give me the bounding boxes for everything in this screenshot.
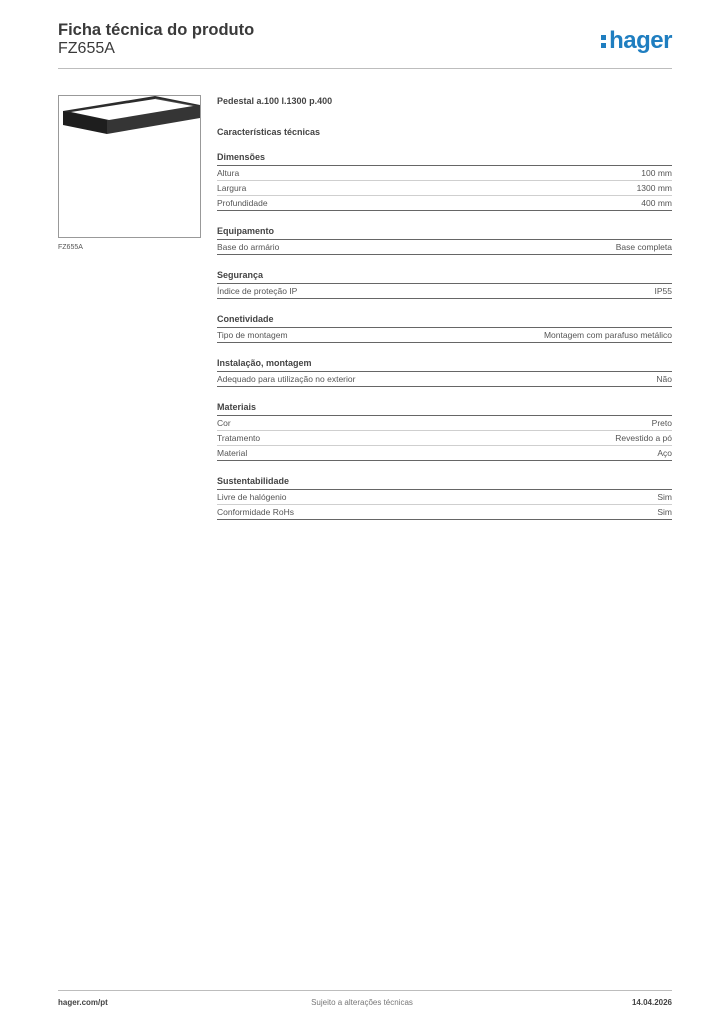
page-title: Ficha técnica do produto <box>58 21 255 39</box>
spec-value: Aço <box>657 448 672 458</box>
spec-section <box>217 358 672 387</box>
hager-logo <box>601 27 672 55</box>
spec-label: Tratamento <box>217 433 261 443</box>
spec-section <box>217 270 672 299</box>
spec-value: Sim <box>657 492 672 502</box>
spec-value: Base completa <box>615 242 672 252</box>
spec-row <box>217 372 672 387</box>
spec-row <box>217 181 672 196</box>
spec-row <box>217 166 672 181</box>
spec-row <box>217 284 672 299</box>
spec-section <box>217 314 672 343</box>
spec-value: Não <box>656 374 672 384</box>
spec-value: Montagem com parafuso metálico <box>543 330 672 340</box>
spec-row <box>217 416 672 431</box>
spec-row <box>217 490 672 505</box>
spec-section <box>217 402 672 461</box>
spec-label: Cor <box>217 418 231 428</box>
spec-value: Revestido a pó <box>615 433 672 443</box>
spec-label: Profundidade <box>217 198 268 208</box>
spec-label: Tipo de montagem <box>217 330 288 340</box>
spec-sections <box>217 152 672 520</box>
section-title: Equipamento <box>217 226 672 240</box>
section-title: Sustentabilidade <box>217 476 672 490</box>
section-title: Materiais <box>217 402 672 416</box>
section-title: Instalação, montagem <box>217 358 672 372</box>
footer-notice: Sujeito a alterações técnicas <box>311 998 413 1007</box>
image-caption: FZ655A <box>58 244 83 251</box>
spec-value: 400 mm <box>641 198 672 208</box>
product-name: Pedestal a.100 l.1300 p.400 <box>217 96 333 106</box>
spec-value: Sim <box>657 507 672 517</box>
spec-label: Livre de halógenio <box>217 492 287 502</box>
spec-label: Adequado para utilização no exterior <box>217 374 356 384</box>
product-image <box>58 95 201 238</box>
spec-label: Base do armário <box>217 242 280 252</box>
spec-label: Largura <box>217 183 247 193</box>
logo-colon-icon <box>601 33 607 49</box>
header-divider <box>58 68 672 69</box>
spec-value: 1300 mm <box>636 183 672 193</box>
section-title: Dimensões <box>217 152 672 166</box>
technical-characteristics-heading: Características técnicas <box>217 127 321 137</box>
spec-row <box>217 196 672 211</box>
spec-value: Preto <box>651 418 672 428</box>
footer-date: 14.04.2026 <box>631 998 672 1007</box>
spec-row <box>217 431 672 446</box>
spec-content <box>217 96 672 520</box>
spec-value: 100 mm <box>641 168 672 178</box>
spec-section <box>217 226 672 255</box>
spec-row <box>217 505 672 520</box>
pedestal-image <box>59 96 200 237</box>
spec-value: IP55 <box>654 286 672 296</box>
spec-row <box>217 240 672 255</box>
spec-label: Índice de proteção IP <box>217 286 298 296</box>
spec-section <box>217 152 672 211</box>
spec-section <box>217 476 672 520</box>
spec-label: Altura <box>217 168 240 178</box>
footer-divider <box>58 990 672 991</box>
spec-label: Conformidade RoHs <box>217 507 295 517</box>
logo-text: hager <box>609 27 672 54</box>
product-code: FZ655A <box>58 40 115 57</box>
section-title: Conetividade <box>217 314 672 328</box>
spec-row <box>217 446 672 461</box>
footer-website: hager.com/pt <box>58 998 108 1007</box>
spec-row <box>217 328 672 343</box>
section-title: Segurança <box>217 270 672 284</box>
spec-label: Material <box>217 448 248 458</box>
